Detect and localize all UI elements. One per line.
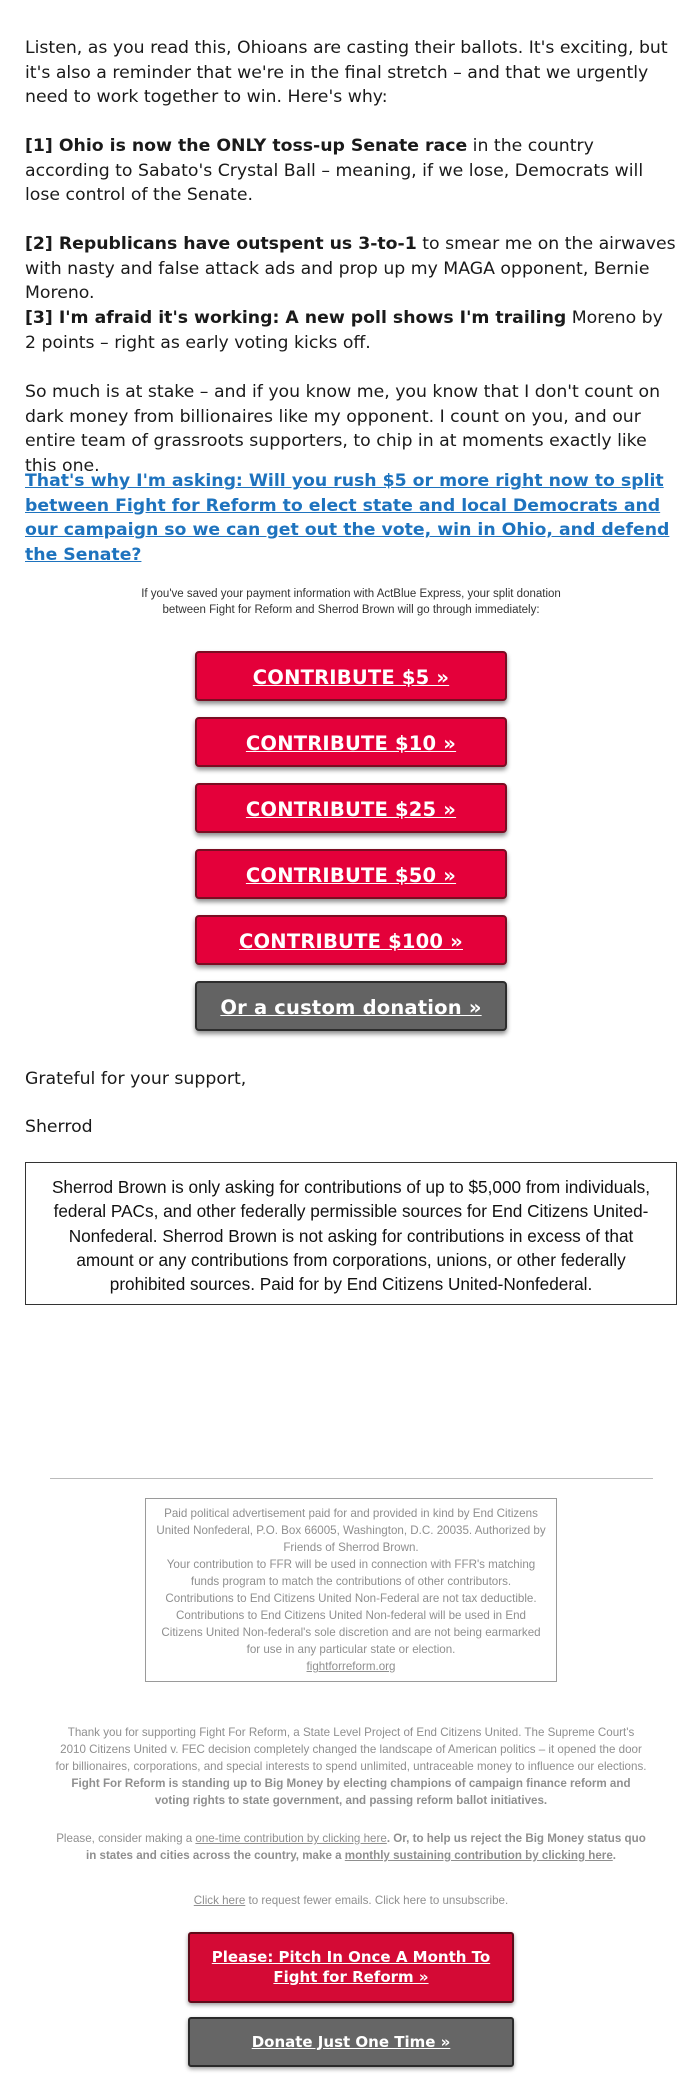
- signature-name: Sherrod: [25, 1117, 93, 1137]
- consider-paragraph: [55, 1830, 647, 1864]
- closing-line: Grateful for your support,: [25, 1069, 247, 1089]
- reason-2-bold: [2] Republicans have outspent us 3-to-1: [25, 234, 417, 254]
- thank-you-text: Thank you for supporting Fight For Reform, a State Level Project of End Citizens United. The Supreme Court's 2010 Citizens United v. FEC decision completely changed the landscape of American politics – it opened the door for billionaires, corporations, and special interests to spend unlimited, untraceable money to influence our elections.: [55, 1726, 647, 1773]
- reason-1-paragraph: [25, 134, 677, 208]
- email-preferences-line: [55, 1892, 647, 1909]
- matching-funds-text: Your contribution to FFR will be used in connection with FFR's matching funds program to match the contributions of other contributors.: [166, 1558, 536, 1588]
- paid-for-box: [145, 1498, 557, 1682]
- consider-end: .: [612, 1849, 617, 1862]
- consider-mid: . Or, to help us reject the Big Money status quo in states and cities across the country, make a: [85, 1832, 646, 1862]
- contribute-100-button[interactable]: CONTRIBUTE $100 »: [195, 915, 507, 965]
- contribute-25-button[interactable]: CONTRIBUTE $25 »: [195, 783, 507, 833]
- reason-3-bold: [3] I'm afraid it's working: A new poll shows I'm trailing: [25, 308, 567, 328]
- intro-paragraph: Listen, as you read this, Ohioans are casting their ballots. It's exciting, but it's also a reminder that we're in the final stretch – and that we urgently need to work together to win. Here's why:: [25, 38, 668, 107]
- footer-divider: [50, 1478, 653, 1479]
- consider-prefix: Please, consider making a: [56, 1832, 196, 1845]
- custom-donation-button[interactable]: Or a custom donation »: [195, 981, 507, 1031]
- unsubscribe-text: to request fewer emails. Click here to unsubscribe.: [245, 1894, 509, 1907]
- fewer-emails-link[interactable]: Click here: [193, 1894, 246, 1907]
- reason-3-paragraph: [25, 306, 677, 355]
- thank-you-paragraph: [55, 1724, 647, 1809]
- monthly-contribution-link[interactable]: monthly sustaining contribution by clicking here: [344, 1849, 613, 1862]
- contribute-5-button[interactable]: CONTRIBUTE $5 »: [195, 651, 507, 701]
- reason-1-text: in the country according to Sabato's Crystal Ball – meaning, if we lose, Democrats will lose control of the Senate.: [25, 136, 644, 205]
- paid-for-text: Paid political advertisement paid for and provided in kind by End Citizens United Nonfederal, P.O. Box 66005, Washington, D.C. 20035. Authorized by Friends of Sherrod Brown.: [156, 1507, 546, 1554]
- one-time-contribution-link[interactable]: one-time contribution by clicking here: [195, 1832, 387, 1845]
- contribution-disclaimer-box: Sherrod Brown is only asking for contributions of up to $5,000 from individuals, federal PACs, and other federally permissible sources for End Citizens United-Nonfederal. Sherrod Brown is not asking for contributions in excess of that amount or any contributions from corporations, unions, or other federally prohibited sources. Paid for by End Citizens United-Nonfederal.: [25, 1162, 677, 1305]
- one-time-donation-button[interactable]: Donate Just One Time »: [188, 2017, 514, 2067]
- reason-3-text: Moreno by 2 points – right as early voting kicks off.: [25, 308, 663, 353]
- actblue-express-note: If you've saved your payment information with ActBlue Express, your split donation between Fight for Reform and Sherrod Brown will go through immediately:: [141, 588, 561, 616]
- cta-donate-link[interactable]: That's why I'm asking: Will you rush $5 or more right now to split between Fight for Reform to elect state and local Democrats and our campaign so we can get out the vote, win in Ohio, and defend the Senate?: [25, 471, 670, 565]
- reason-2-text: to smear me on the airwaves with nasty and false attack ads and prop up my MAGA opponent, Bernie Moreno.: [25, 234, 676, 303]
- stakes-paragraph: So much is at stake – and if you know me, you know that I don't count on dark money from billionaires like my opponent. I count on you, and our entire team of grassroots supporters, to chip in at moments exactly like this one.: [25, 382, 661, 476]
- fightforreform-link[interactable]: fightforreform.org: [306, 1660, 396, 1673]
- thank-you-bold: Fight For Reform is standing up to Big Money by electing champions of campaign finance reform and voting rights to state government, and passing reform ballot initiatives.: [71, 1777, 631, 1807]
- reason-1-bold: [1] Ohio is now the ONLY toss-up Senate race: [25, 136, 468, 156]
- contribute-10-button[interactable]: CONTRIBUTE $10 »: [195, 717, 507, 767]
- earmark-text: Contributions to End Citizens United Non-federal will be used in End Citizens United Non-federal's sole discretion and are not being earmarked for use in any particular state or election.: [161, 1609, 541, 1656]
- monthly-donation-button[interactable]: Please: Pitch In Once A Month To Fight for Reform »: [188, 1932, 514, 2003]
- tax-deductible-text: Contributions to End Citizens United Non-Federal are not tax deductible.: [165, 1592, 537, 1605]
- contribute-50-button[interactable]: CONTRIBUTE $50 »: [195, 849, 507, 899]
- reason-2-paragraph: [25, 232, 677, 306]
